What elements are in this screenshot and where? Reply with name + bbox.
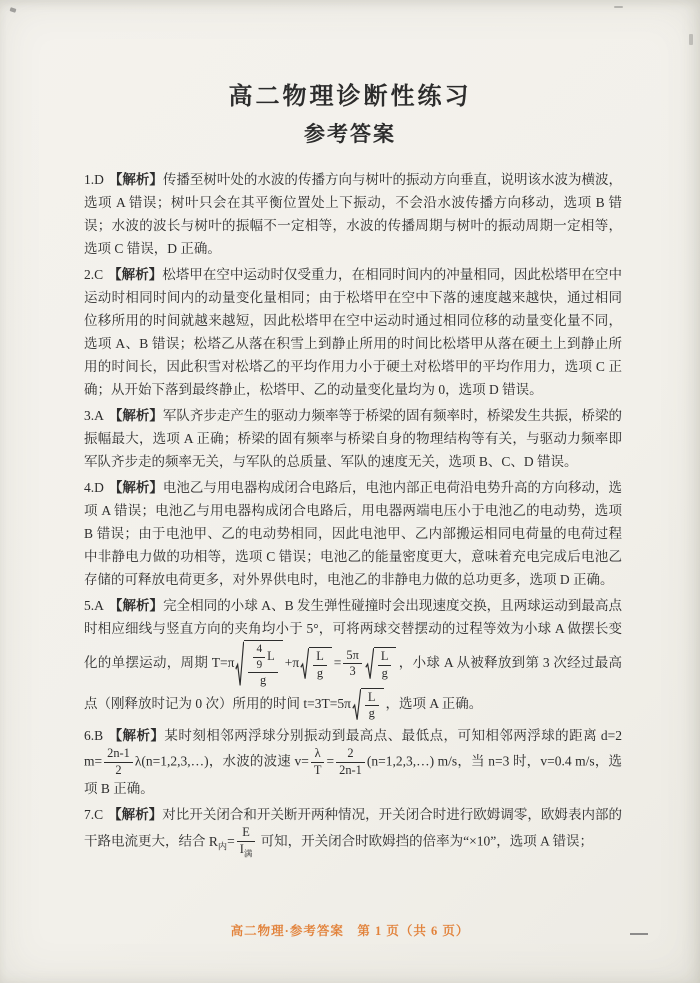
answer-item: 7.C 【解析】对比开关闭合和开关断开两种情况，开关闭合时进行欧姆调零，欧姆表内部的干路电流更大，结合 $R_内=$ $\frac{E}{I_满}$ 可知，开关闭合时欧姆挡的倍率为“×10”，选项 A 错误；	[84, 807, 623, 859]
analysis-label: 【解析】	[108, 267, 163, 282]
radical-sign	[352, 688, 361, 721]
document-title: 高二物理诊断性练习	[228, 84, 472, 110]
analysis-label: 【解析】	[108, 728, 165, 744]
item-number-and-answer: 4.D	[84, 480, 104, 495]
analysis-label: 【解析】	[108, 598, 164, 613]
analysis-label: 【解析】	[108, 807, 163, 823]
fraction: $\frac{2}{2n-1}$	[336, 747, 365, 777]
answer-item: 2.C 【解析】松塔甲在空中运动时仅受重力，在相同时间内的冲量相同，因此松塔甲在空中运动时相同时间内的动量变化量相同；由于松塔甲在空中下落的速度越来越快，通过相同位移所用的时间就越来越短，因此松塔甲在空中运动时通过相同位移的动量变化量不同，选项 A、B 错误；松塔乙从落在积雪上到静止所用的时间比松塔甲从落在硬土上到静止所用的时间长，因此积雪对松塔乙的平均作用力小于硬土对松塔甲的平均作用力，选项 C 正确；从开始下落到最终静止，松塔甲、乙的动量变化量均为 0，选项 D 错误。	[84, 267, 623, 397]
analysis-label: 【解析】	[108, 480, 163, 495]
footer-text: 高二物理·参考答案 第 1 页（共 6 页）	[230, 924, 470, 938]
item-number-and-answer: 7.C	[84, 807, 104, 823]
item-number-and-answer: 2.C	[84, 267, 104, 282]
scan-artifact	[614, 6, 623, 8]
answer-item: 1.D 【解析】传播至树叶处的水波的传播方向与树叶的振动方向垂直，说明该水波为横波，选项 A 错误；树叶只会在其平衡位置处上下振动，不会沿水波传播方向移动，选项 B 错误；水波的波长与树叶的振幅不一定相等，水波的传播周期与树叶的振动周期一定相等，选项 C 错误，D 正确。	[84, 172, 623, 256]
subscripted-variable: $R_内$	[208, 833, 228, 852]
page-footer	[0, 921, 700, 939]
fraction: $\frac{\lambda}{T}$	[311, 747, 325, 777]
fraction: $\frac{5\pi}{3}$	[343, 649, 361, 679]
item-number-and-answer: 1.D	[84, 172, 104, 187]
radical-sign	[365, 647, 374, 680]
fraction: $\frac{4}{9}$	[253, 643, 265, 671]
item-number-and-answer: 5.A	[84, 598, 104, 613]
analysis-label: 【解析】	[108, 408, 163, 423]
square-root	[365, 647, 397, 680]
scan-artifact	[689, 34, 693, 45]
document-subtitle: 参考答案	[304, 122, 396, 146]
answer-item: 5.A 【解析】完全相同的小球 A、B 发生弹性碰撞时会出现速度交换，且两球运动到最高点时相应细线与竖直方向的夹角均小于 5°，可将两球交替摆动的过程等效为小球 A 做摆长变化的单摆运动，周期 T=π $\frac{4}{9}$ L g +π $\frac{L}{g}$ = $\frac{5\pi}{3}$ $\frac{L}{g}$ ，小球 A 从被释放到第 3 次经过最高点（刚释放时记为 0 次）所用的时间 t=3T=5π $\frac{L}{g}$ ，选项 A 正确。	[84, 598, 622, 721]
answer-item: 6.B 【解析】某时刻相邻两浮球分别振动到最高点、最低点，可知相邻两浮球的距离 d=2 m= $\frac{2n-1}{2}$ λ(n=1,2,3,…)，水波的波速 v= $\frac{\lambda}{T}$ = $\frac{2}{2n-1}$ (n=1,2,3,…) m/s，当 n=3 时，v=0.4 m/s，选项 B 正确。	[84, 728, 623, 797]
fraction: $\frac{E}{I_满}$	[237, 826, 256, 858]
answer-list	[84, 168, 622, 862]
answer-item: 3.A 【解析】军队齐步走产生的驱动力频率等于桥梁的固有频率时，桥梁发生共振，桥梁的振幅最大，选项 A 正确；桥梁的固有频率与桥梁自身的物理结构等有关，与驱动力频率即军队齐步走的频率无关，与军队的总质量、军队的速度无关，选项 B、C、D 错误。	[84, 408, 623, 469]
subscripted-variable: $I_满$	[239, 842, 253, 859]
square-root	[352, 688, 384, 721]
radical-sign	[300, 647, 309, 680]
fraction: $\frac{L}{g}$	[365, 691, 379, 721]
fraction: $\frac{2n-1}{2}$	[104, 747, 133, 777]
scan-artifact	[630, 933, 648, 935]
radical-sign	[235, 640, 244, 688]
item-number-and-answer: 3.A	[84, 408, 104, 423]
answer-item: 4.D 【解析】电池乙与用电器构成闭合电路后，电池内部正电荷沿电势升高的方向移动，选项 A 错误；电池乙与用电器构成闭合电路后，用电器两端电压小于电池乙的电动势，选项 B 错误；由于电池甲、乙的电动势相同，因此电池甲、乙内部搬运相同电荷量的电荷过程中非静电力做的功相等，选项 C 错误；电池乙的能量密度更大，意味着充电完成后电池乙存储的可释放电荷更多，对外界供电时，电池乙的非静电力做的总功更多，选项 D 正确。	[84, 480, 623, 587]
square-root	[235, 640, 282, 688]
square-root	[300, 647, 332, 680]
fraction: $\frac{L}{g}$	[313, 650, 327, 680]
fraction: $\frac{L}{g}$	[378, 650, 392, 680]
item-number-and-answer: 6.B	[84, 728, 104, 744]
analysis-label: 【解析】	[108, 172, 163, 187]
fraction: $\frac{4}{9}$ L g	[248, 643, 277, 688]
